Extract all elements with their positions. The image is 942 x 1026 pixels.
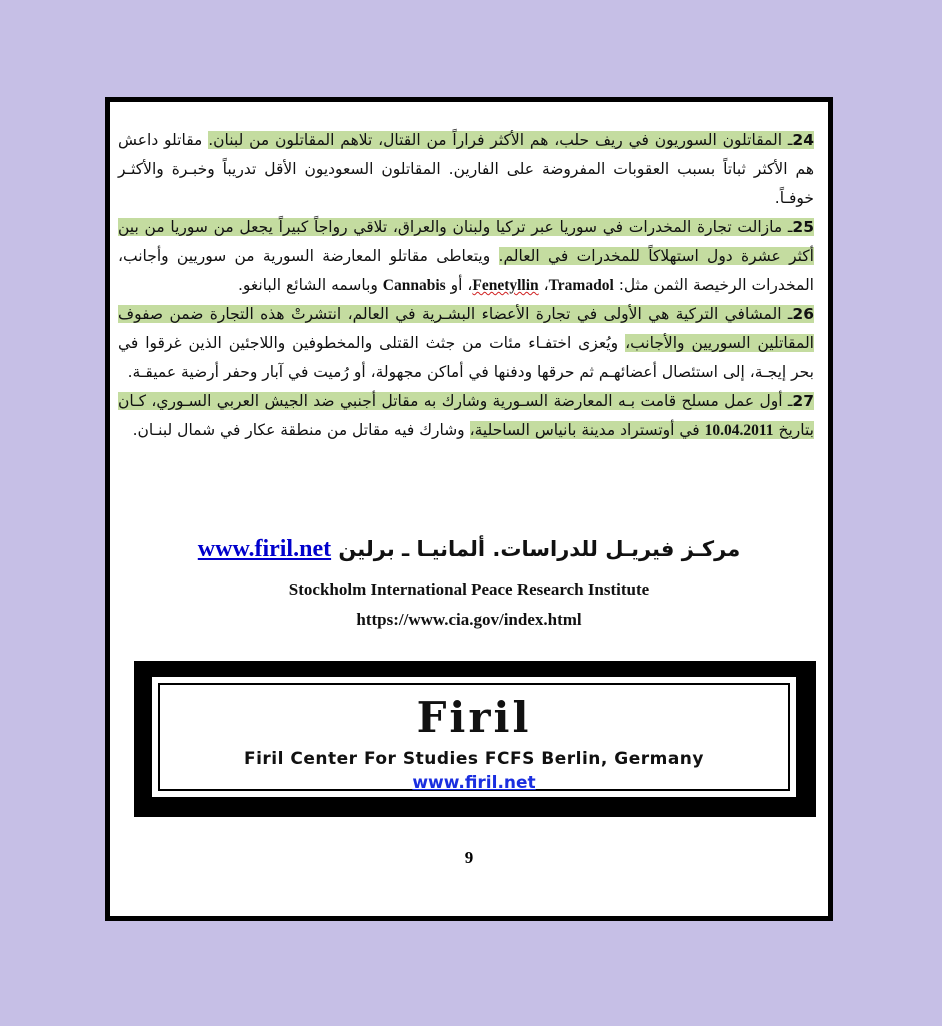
highlighted-text bbox=[208, 131, 814, 149]
banner-subtitle: Firil Center For Studies FCFS Berlin, Germany bbox=[243, 749, 704, 769]
center-name: مركـز فيريـل للدراسات. ألمانيـا ـ برلين bbox=[331, 537, 741, 561]
separator: ، bbox=[538, 276, 549, 294]
paragraph-text: مقاتلو داعش هم الأكثر ثباتاً بسبب العقوبات المفروضة على الفارين. المقاتلون السعوديون الأقل تدريباً وخبـرة والأكثـر خوفـاً. bbox=[118, 131, 814, 207]
item-number: 26 bbox=[792, 305, 814, 323]
banner-frame bbox=[148, 673, 800, 801]
source-cia: https://www.cia.gov/index.html bbox=[356, 610, 582, 629]
paragraph-text: ـ مازالت تجارة المخدرات في سوريا عبر تركيا ولبنان والعراق، تلاقي رواجاً كبيراً يجعل من سوريا من بين أكثر عشرة دول استهلاكاً للمخدرات في العالم. bbox=[118, 218, 814, 265]
paragraph-text: ـ المشافي التركية هي الأولى في تجارة الأعضاء البشـرية في العالم، انتشرتْ هذه التجارة ضمن صفوف المقاتلين السوريين والأجانب، bbox=[118, 305, 814, 352]
banner-url-link[interactable]: www.firil.net bbox=[412, 773, 536, 793]
paragraph-26 bbox=[118, 300, 814, 387]
separator: ، أو bbox=[445, 276, 473, 294]
date: 10.04.2011 bbox=[704, 422, 774, 439]
source-sipri: Stockholm International Peace Research Institute bbox=[288, 580, 650, 599]
paragraph-text: في أوتستراد مدينة بانياس الساحلية، bbox=[469, 421, 705, 439]
drug-name: Fenetyllin bbox=[472, 277, 539, 294]
paragraph-25 bbox=[118, 213, 814, 300]
item-number: 25 bbox=[792, 218, 814, 236]
paragraph-text: وشارك فيه مقاتل من منطقة عكار في شمال لبنـان. bbox=[132, 421, 470, 439]
page-number: 9 bbox=[464, 848, 474, 867]
paragraph-24 bbox=[118, 126, 814, 213]
paragraph-text: ويتعاطى مقاتلو المعارضة السورية من سوريين وأجانب، المخدرات الرخيصة الثمن مثل: bbox=[118, 247, 814, 294]
firil-logo: Firil bbox=[416, 693, 532, 742]
drug-name: Cannabis bbox=[382, 277, 446, 294]
paragraph-text: ويُعزى اختفـاء مئات من جثث القتلى والمخطوفين واللاجئين الذين غرقوا في بحر إيجـة، إلى استئصال أعضائهـم ثم حرقها ودفنها في أماكن مجهولة، أو رُميت في آبار وحفر أرضية عميقـة. bbox=[118, 334, 814, 381]
item-number: 24 bbox=[792, 131, 814, 149]
paragraph-text: ـ أول عمل مسلح قامت بـه المعارضة السـورية وشارك به مقاتل أجنبي ضد الجيش العربي السـوري، كـان بتاريخ bbox=[118, 392, 814, 439]
center-heading bbox=[110, 536, 828, 563]
firil-link[interactable]: www.firil.net bbox=[197, 536, 332, 562]
drug-name: Tramadol bbox=[548, 277, 614, 294]
item-number: 27 bbox=[792, 392, 814, 410]
paragraph-text: ـ المقاتلون السوريون في ريف حلب، هم الأكثر فراراً من القتال، تلاهم المقاتلون من لبنان. bbox=[208, 131, 793, 149]
paragraph-27 bbox=[118, 387, 814, 445]
firil-banner bbox=[134, 661, 816, 817]
body-text bbox=[118, 126, 814, 445]
paragraph-text: وباسمه الشائع البانغو. bbox=[237, 276, 383, 294]
document-page bbox=[105, 97, 833, 921]
